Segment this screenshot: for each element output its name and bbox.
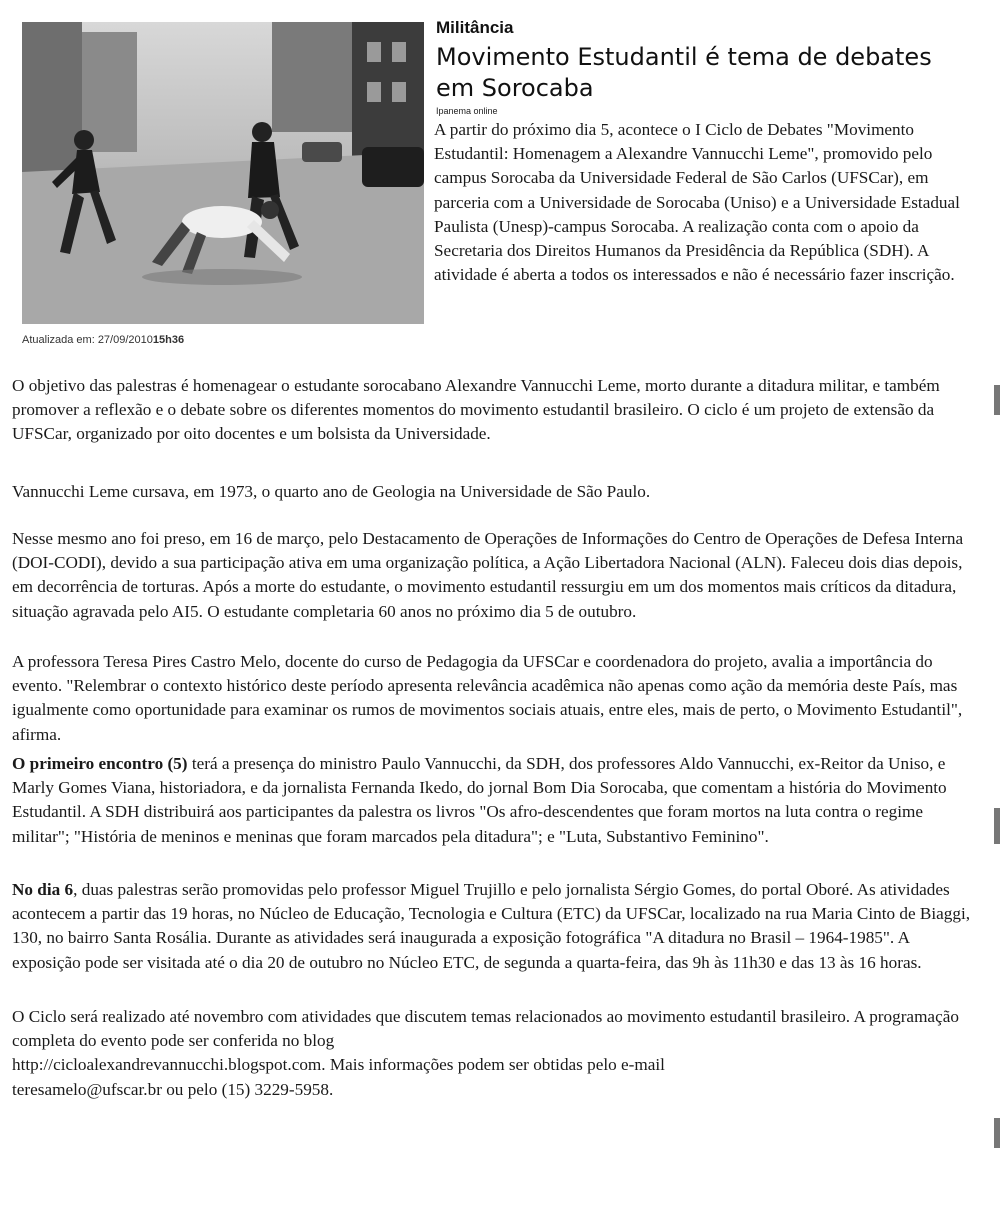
first-meeting-lead: O primeiro encontro (5) — [12, 754, 188, 773]
street-scene-photo — [22, 22, 424, 324]
paragraph-first-meeting — [12, 752, 977, 849]
lead-paragraph: A partir do próximo dia 5, acontece o I Ciclo de Debates "Movimento Estudantil: Homenagem a Alexandre Vannucchi Leme", promovido pelo campus Sorocaba da Universidade Federal de São Carlos (UFSCar), em parceria com a Universidade de Sorocaba (Uniso) e a Universidade Estadual Paulista (Unesp)-campus Sorocaba. A realização conta com o apoio da Secretaria dos Direitos Humanos da Presidência da República (SDH). A atividade é aberta a todos os interessados e não é necessário fazer inscrição. — [434, 120, 960, 285]
section-label: Militância — [436, 18, 514, 37]
article-title: Movimento Estudantil é tema de debates em Sorocaba — [436, 43, 932, 102]
day-six-text: , duas palestras serão promovidas pelo professor Miguel Trujillo e pelo jornalista Sérgio Gomes, do portal Oboré. As atividades acontecem a partir das 19 horas, no Núcleo de Educação, Tecnologia e Cultura (ETC) da UFSCar, localizado na rua Maria Cinto de Biaggi, 130, no bairro Santa Rosália. Durante as atividades será inaugurada a exposição fotográfica "A ditadura no Brasil – 1964-1985". A exposição pode ser visitada até o dia 20 de outubro no Núcleo ETC, de segunda a quarta-feira, das 9h às 11h30 e das 13 às 16 horas. — [12, 880, 971, 972]
updated-label: Atualizada em: 27/09/2010 — [22, 334, 153, 346]
paragraph-prison: Nesse mesmo ano foi preso, em 16 de março, pelo Destacamento de Operações de Informações do Centro de Operações de Defesa Interna (DOI-CODI), devido a sua participação ativa em uma organização política, a Ação Libertadora Nacional (ALN). Faleceu dois dias depois, em decorrência de torturas. Após a morte do estudante, o movimento estudantil ressurgiu em um dos momentos mais críticos da ditadura, situação agravada pelo AI5. O estudante completaria 60 anos no próximo dia 5 de outubro. — [12, 529, 964, 621]
updated-time: 15h36 — [152, 334, 185, 346]
article-source: Ipanema online — [436, 106, 498, 116]
paragraph-day-six — [12, 878, 977, 975]
closing-text: O Ciclo será realizado até novembro com atividades que discutem temas relacionados ao movimento estudantil brasileiro. A programação completa do evento pode ser conferida no blog — [12, 1007, 959, 1051]
blog-link: http://cicloalexandrevannucchi.blogspot.com. Mais informações podem ser obtidas pelo e-mail — [12, 1055, 665, 1075]
paragraph-professor-quote: A professora Teresa Pires Castro Melo, docente do curso de Pedagogia da UFSCar e coordenadora do projeto, avalia a importância do evento. "Relembrar o contexto histórico deste período apresenta relevância acadêmica não apenas como ação da memória deste País, mas igualmente como oportunidade para examinar os rumos de movimentos sociais atuais, entre eles, mais de perto, o Movimento Estudantil", afirma. — [12, 652, 963, 744]
scan-edge-mark — [994, 1118, 1000, 1148]
paragraph-objective: O objetivo das palestras é homenagear o estudante sorocabano Alexandre Vannucchi Leme, morto durante a ditadura militar, e também promover a reflexão e o debate sobre os diferentes momentos do movimento estudantil brasileiro. O ciclo é um projeto de extensão da UFSCar, organizado por oito docentes e um bolsista da Universidade. — [12, 376, 940, 444]
scan-edge-mark — [994, 385, 1000, 415]
article-photo — [22, 22, 424, 324]
day-six-lead: No dia 6 — [12, 880, 74, 899]
updated-timestamp — [22, 334, 184, 346]
first-meeting-text: terá a presença do ministro Paulo Vannucchi, da SDH, dos professores Aldo Vannucchi, ex-Reitor da Uniso, e Marly Gomes Viana, historiadora, e da jornalista Fernanda Ikedo, do jornal Bom Dia Sorocaba, que comentam a história do Movimento Estudantil. A SDH distribuirá aos participantes da palestra os livros "Os afro-descendentes que foram mortos na luta contra o regime militar"; "História de meninos e meninas que foram marcados pela ditadura"; e "Luta, Substantivo Feminino". — [12, 754, 947, 846]
paragraph-vannucchi: Vannucchi Leme cursava, em 1973, o quarto ano de Geologia na Universidade de São Paulo. — [12, 482, 651, 501]
contact-email: teresamelo@ufscar.br ou pelo (15) 3229-5958. — [12, 1079, 334, 1099]
paragraph-closing — [12, 1005, 977, 1102]
scan-edge-mark — [994, 808, 1000, 844]
